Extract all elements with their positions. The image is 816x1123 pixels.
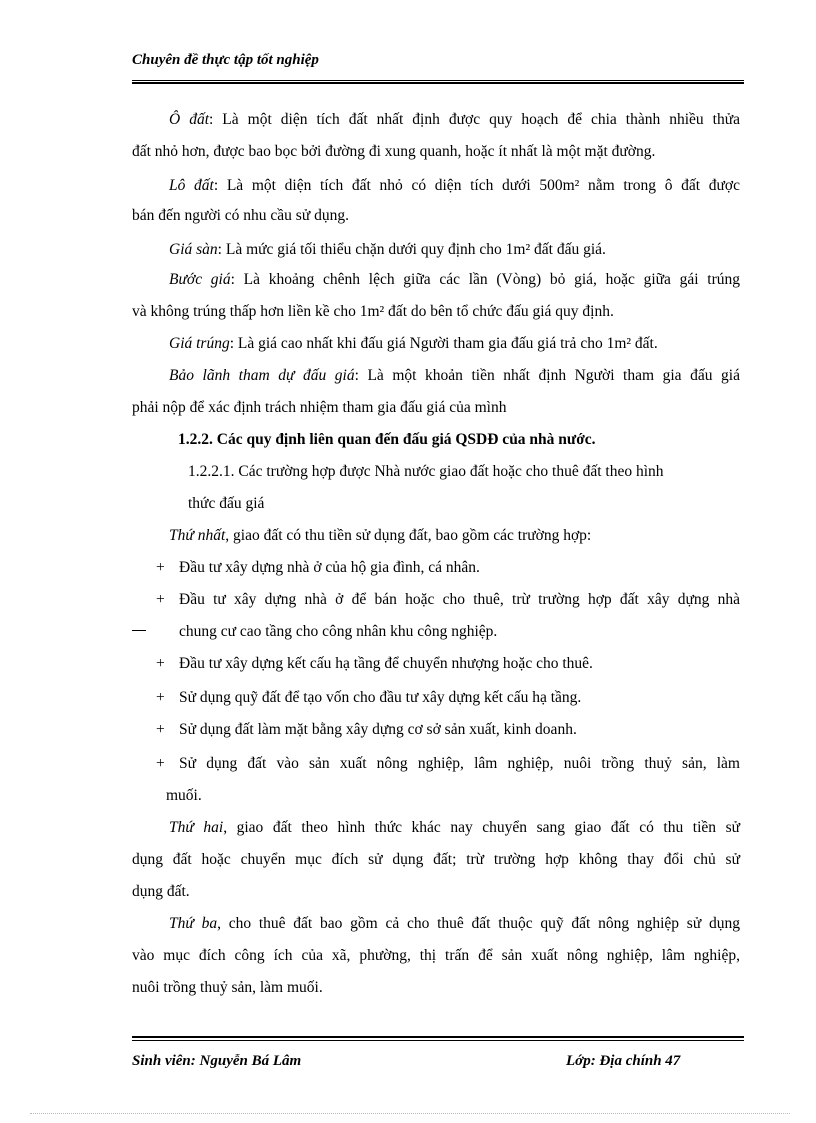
para-o-dat-line2: đất nhỏ hơn, được bao bọc bởi đường đi xung quanh, hoặc ít nhất là một mặt đường. [132,143,656,160]
para-thu-ba [132,908,740,940]
para-gia-trung [132,328,740,360]
text: , giao đất có thu tiền sử dụng đất, bao gồm các trường hợp: [225,527,592,544]
bullet-item: Đầu tư xây dựng kết cấu hạ tầng để chuyển nhượng hoặc cho thuê. [179,655,593,672]
term: Bước giá [169,271,231,288]
bullet-item-line2: muối. [166,787,202,804]
text: , cho thuê đất bao gồm cả cho thuê đất thuộc quỹ đất nông nghiệp sử dụng [217,915,740,932]
bullet-marker: + [156,591,165,608]
text: : Là một diện tích đất nhỏ có diện tích dưới 500m² nằm trong ô đất được [213,177,740,194]
page-header-title: Chuyên đề thực tập tốt nghiệp [132,52,319,68]
para-buoc-gia-line2: và không trúng thấp hơn liền kề cho 1m² đất do bên tổ chức đấu giá quy định. [132,303,614,320]
para-lo-dat [132,170,740,202]
bullet-item: Đầu tư xây dựng nhà ở của hộ gia đình, cá nhân. [179,559,480,576]
para-gia-san [132,234,740,266]
para-lo-dat-line2: bán đến người có nhu cầu sử dụng. [132,207,349,224]
term: Thứ nhất [169,527,226,544]
footer-class: Lớp: Địa chính 47 [566,1053,681,1069]
footer-student: Sinh viên: Nguyễn Bá Lâm [132,1053,302,1069]
text: : Là mức giá tối thiểu chặn dưới quy định cho 1m² đất đấu giá. [217,241,606,258]
subsection-heading-line2: thức đấu giá [188,495,265,512]
term: Thứ ba [169,915,218,932]
bullet-item: Sử dụng đất làm mặt bằng xây dựng cơ sở sản xuất, kinh doanh. [179,721,577,738]
page-bottom-dotted-line [30,1113,790,1114]
bullet-item: Đầu tư xây dựng nhà ở để bán hoặc cho thuê, trừ trường hợp đất xây dựng nhà [179,591,740,608]
text: : Là khoảng chênh lệch giữa các lần (Vòng) bỏ giá, hoặc giữa gái trúng [230,271,740,288]
para-thu-hai [132,812,740,844]
bullet-marker: + [156,721,165,738]
term: Thứ hai [169,819,224,836]
bullet-item: Sử dụng đất vào sản xuất nông nghiệp, lâm nghiệp, nuôi trồng thuỷ sản, làm [179,755,740,772]
bullet-marker: + [156,689,165,706]
para-thu-hai-line2: dụng đất hoặc chuyển mục đích sử dụng đất; trừ trường hợp không thay đổi chủ sử [132,851,740,868]
term: Ô đất [169,111,209,128]
footer-rule-thick [132,1036,744,1038]
para-thu-ba-line3: nuôi trồng thuỷ sản, làm muối. [132,979,323,996]
margin-dash-mark [132,630,146,631]
header-rule-thick [132,82,744,84]
bullet-marker: + [156,755,165,772]
para-thu-hai-line3: dụng đất. [132,883,190,900]
para-thu-ba-line2: vào mục đích công ích của xã, phường, thị trấn để sản xuất nông nghiệp, lâm nghiệp, [132,947,740,964]
term: Lô đất [169,177,214,194]
para-thu-nhat [132,520,740,552]
text: : Là một diện tích đất nhất định được quy hoạch để chia thành nhiều thửa [209,111,740,128]
bullet-marker: + [156,655,165,672]
header-rule-thin [132,80,744,81]
text: : Là một khoản tiền nhất định Người tham gia đấu giá [354,367,740,384]
section-heading: 1.2.2. Các quy định liên quan đến đấu giá QSDĐ của nhà nước. [178,431,596,448]
term: Giá trúng [169,335,230,352]
bullet-item: Sử dụng quỹ đất để tạo vốn cho đầu tư xây dựng kết cấu hạ tầng. [179,689,582,706]
text: : Là giá cao nhất khi đấu giá Người tham gia đấu giá trả cho 1m² đất. [229,335,658,352]
footer-rule-thin [132,1040,744,1041]
bullet-marker: + [156,559,165,576]
para-buoc-gia [132,264,740,296]
term: Bảo lãnh tham dự đấu giá [169,367,355,384]
para-o-dat [132,104,740,136]
term: Giá sàn [169,241,218,258]
para-bao-lanh-line2: phải nộp để xác định trách nhiệm tham gia đấu giá của mình [132,399,507,416]
bullet-item-line2: chung cư cao tầng cho công nhân khu công nghiệp. [179,623,498,640]
text: , giao đất theo hình thức khác nay chuyển sang giao đất có thu tiền sử [223,819,740,836]
subsection-heading: 1.2.2.1. Các trường hợp được Nhà nước giao đất hoặc cho thuê đất theo hình [188,463,664,480]
para-bao-lanh [132,360,740,392]
